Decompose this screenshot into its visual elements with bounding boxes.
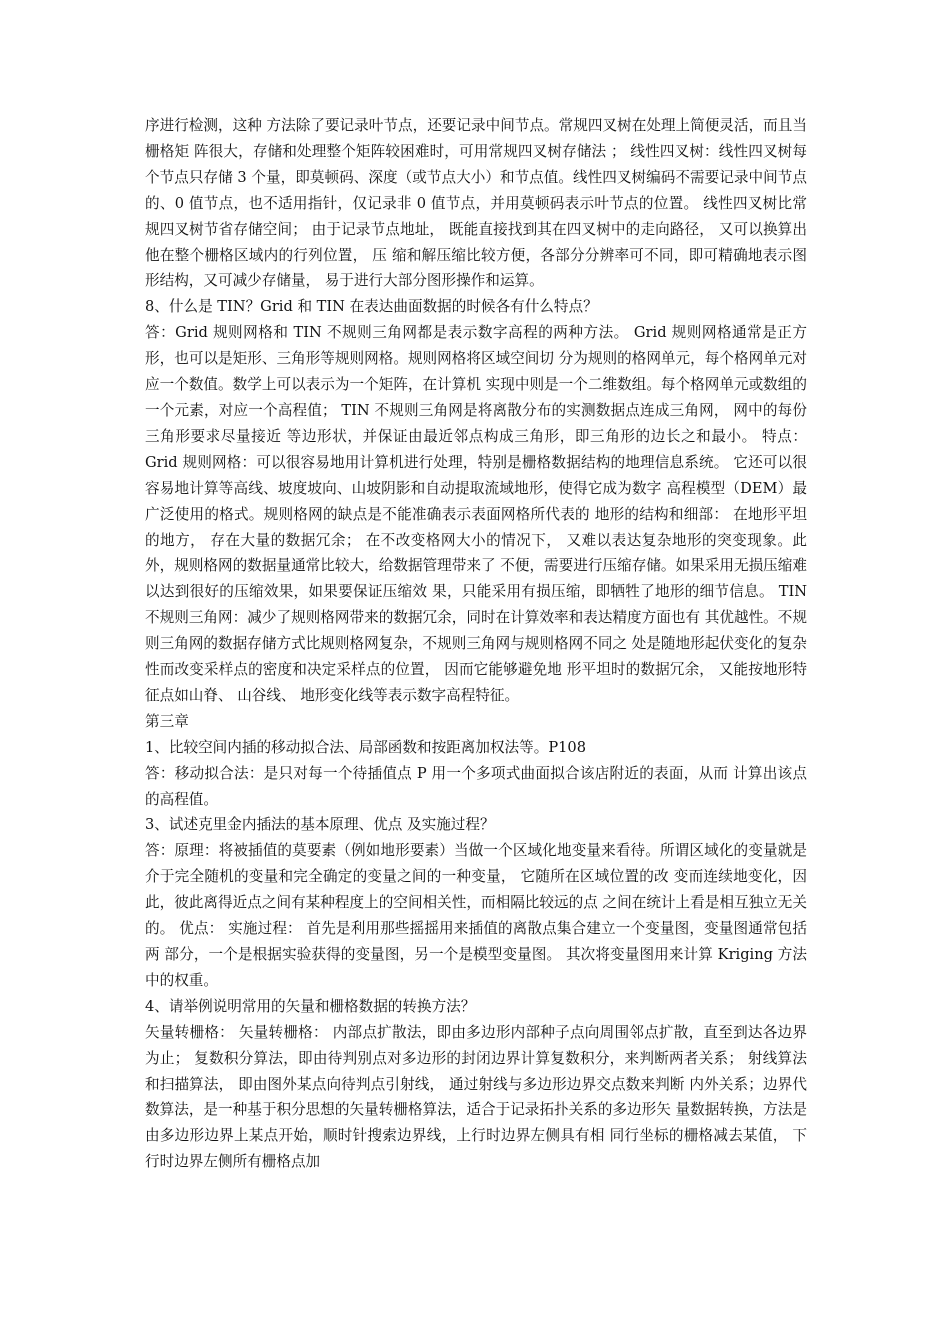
question-1-heading: 1、比较空间内插的移动拟合法、局部函数和按距离加权法等。P108 — [145, 738, 586, 756]
answer-3-paragraph: 答：原理：将被插值的莫要素（例如地形要素）当做一个区域化地变量来看待。所谓区域化的变量就是介于完全随机的变量和完全确定的变量之间的一种变量， 它随所在区域位置的改 变而连续地变化，因此，彼此离得近点之间有某种程度上的空间相关性，而相隔比较远的点 之间在统计上看是相互独立无关的。 优点： 实施过程： 首先是利用那些摇摇用来插值的离散点集合建立一个变量图，变量图通常包括两 部分，一个是根据实验获得的变量图，另一个是模型变量图。 其次将变量图用来计算 Kriging 方法中的权重。 — [145, 842, 807, 989]
question-8-heading: 8、什么是 TIN？Grid 和 TIN 在表达曲面数据的时候各有什么特点？ — [145, 298, 598, 316]
answer-1-paragraph: 答：移动拟合法：是只对每一个待插值点 P 用一个多项式曲面拟合该店附近的表面，从而 计算出该点的高程值。 — [145, 764, 807, 808]
paragraph-quadtree-storage: 序进行检测，这种 方法除了要记录叶节点，还要记录中间节点。常规四叉树在处理上简便灵活，而且当栅格矩 阵很大，存储和处理整个矩阵较困难时，可用常规四叉树存储法 ； 线性四叉树：线性四叉树每个节点只存储 3 个量，即莫顿码、深度（或节点大小）和节点值。线性四叉树编码不需要记录中间节点的、0 值节点，也不适用指针，仅记录非 0 值节点，并用莫顿码表示叶节点的位置。 线性四叉树比常规四叉树节省存储空间； 由于记录节点地址， 既能直接找到其在四叉树中的走向路径， 又可以换算出他在整个栅格区域内的行列位置， 压 缩和解压缩比较方便，各部分分辨率可不同，即可精确地表示图形结构，又可减少存储量， 易于进行大部分图形操作和运算。 — [145, 117, 807, 290]
chapter-3-heading: 第三章 — [145, 712, 189, 730]
answer-8-paragraph: 答：Grid 规则网格和 TIN 不规则三角网都是表示数字高程的两种方法。 Grid 规则网格通常是正方形，也可以是矩形、三角形等规则网格。规则网格将区域空间切 分为规则的格网单元，每个格网单元对应一个数值。数学上可以表示为一个矩阵，在计算机 实现中则是一个二维数组。每个格网单元或数组的一个元素，对应一个高程值； TIN 不规则三角网是将离散分布的实测数据点连成三角网， 网中的每份三角形要求尽量接近 等边形状，并保证由最近邻点构成三角形，即三角形的边长之和最小。 特点： Grid 规则网格：可以很容易地用计算机进行处理，特别是栅格数据结构的地理信息系统。 它还可以很容易地计算等高线、坡度坡向、山坡阴影和自动提取流域地形，使得它成为数字 高程模型（DEM）最广泛使用的格式。规则格网的缺点是不能准确表示表面网格所代表的 地形的结构和细部： 在地形平坦的地方， 存在大量的数据冗余； 在不改变格网大小的情况下， 又难以表达复杂地形的突变现象。此外，规则格网的数据量通常比较大，给数据管理带来了 不便，需要进行压缩存储。如果采用无损压缩难以达到很好的压缩效果，如果要保证压缩效 果，只能采用有损压缩，即牺牲了地形的细节信息。 TIN 不规则三角网：减少了规则格网带来的数据冗余，同时在计算效率和表达精度方面也有 其优越性。不规则三角网的数据存储方式比规则格网复杂，不规则三角网与规则格网不同之 处是随地形起伏变化的复杂性而改变采样点的密度和决定采样点的位置， 因而它能够避免地 形平坦时的数据冗余， 又能按地形特征点如山脊、 山谷线、 地形变化线等表示数字高程特征。 — [145, 324, 812, 704]
question-3-heading: 3、试述克里金内插法的基本原理、优点 及实施过程？ — [145, 816, 495, 834]
document-page — [145, 113, 812, 1175]
answer-4-paragraph: 矢量转栅格： 矢量转栅格： 内部点扩散法，即由多边形内部种子点向周围邻点扩散，直至到达各边界为止； 复数积分算法，即由待判别点对多边形的封闭边界计算复数积分，来判断两者关系； 射线算法和扫描算法， 即由图外某点向待判点引射线， 通过射线与多边形边界交点数来判断 内外关系；边界代数算法，是一种基于积分思想的矢量转栅格算法，适合于记录拓扑关系的多边形矢 量数据转换，方法是由多边形边界上某点开始，顺时针搜索边界线，上行时边界左侧具有相 同行坐标的栅格减去某值， 下行时边界左侧所有栅格点加 — [145, 1023, 807, 1171]
question-4-heading: 4、请举例说明常用的矢量和栅格数据的转换方法？ — [145, 997, 476, 1015]
